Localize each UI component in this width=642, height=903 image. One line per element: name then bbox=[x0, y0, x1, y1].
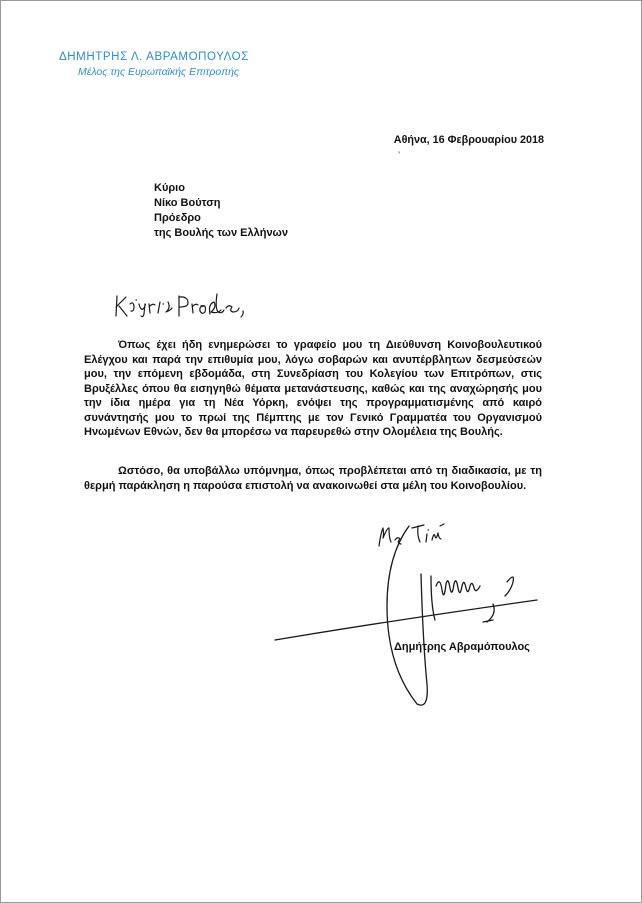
recipient-line-4: της Βουλής των Ελλήνων bbox=[154, 227, 288, 239]
handwritten-salutation bbox=[113, 290, 253, 327]
recipient-line-3: Πρόεδρο bbox=[154, 212, 201, 224]
body-paragraph-1: Όπως έχει ήδη ενημερώσει το γραφείο μου τη Διεύθυνση Κοινοβουλευτικού Ελέγχου και παρά την επιθυμία μου, λόγω σοβαρών και ανυπέρβλητων δεσμεύσεών μου, την επόμενη εβδομάδα, στη Συνεδρίαση του Κολεγίου των Επιτρόπων, στις Βρυξέλλες όπου θα εισηγηθώ θέματα μετανάστευσης, καθώς και της αναχώρησής μου την ίδια ημέρα για τη Νέα Υόρκη, ενόψει της προγραμματισμένης από καιρό συνάντησής μου το πρωί της Πέμπτης με τον Γενικό Γραμματέα του Οργανισμού Ηνωμένων Εθνών, δεν θα μπορέσω να παρευρεθώ στην Ολομέλεια της Βουλής. bbox=[84, 339, 542, 438]
letterhead-name: ΔΗΜΗΤΡΗΣ Λ. ΑΒΡΑΜΟΠΟΥΛΟΣ bbox=[59, 51, 249, 63]
signatory-name: Δημήτρης Αβραμόπουλος bbox=[394, 641, 530, 653]
stray-mark: ’ bbox=[398, 150, 400, 160]
signature bbox=[271, 516, 541, 721]
recipient-line-1: Κύριο bbox=[154, 182, 185, 194]
letter-date: Αθήνα, 16 Φεβρουαρίου 2018 bbox=[393, 134, 544, 146]
recipient-line-2: Νίκο Βούτση bbox=[154, 197, 221, 209]
letterhead-title: Μέλος της Ευρωπαϊκής Επιτροπής bbox=[78, 66, 240, 78]
body-paragraph-2: Ωστόσο, θα υποβάλλω υπόμνημα, όπως προβλέπεται από τη διαδικασία, με τη θερμή παράκληση η παρούσα επιστολή να ανακοινωθεί στα μέλη του Κοινοβουλίου. bbox=[84, 465, 542, 492]
